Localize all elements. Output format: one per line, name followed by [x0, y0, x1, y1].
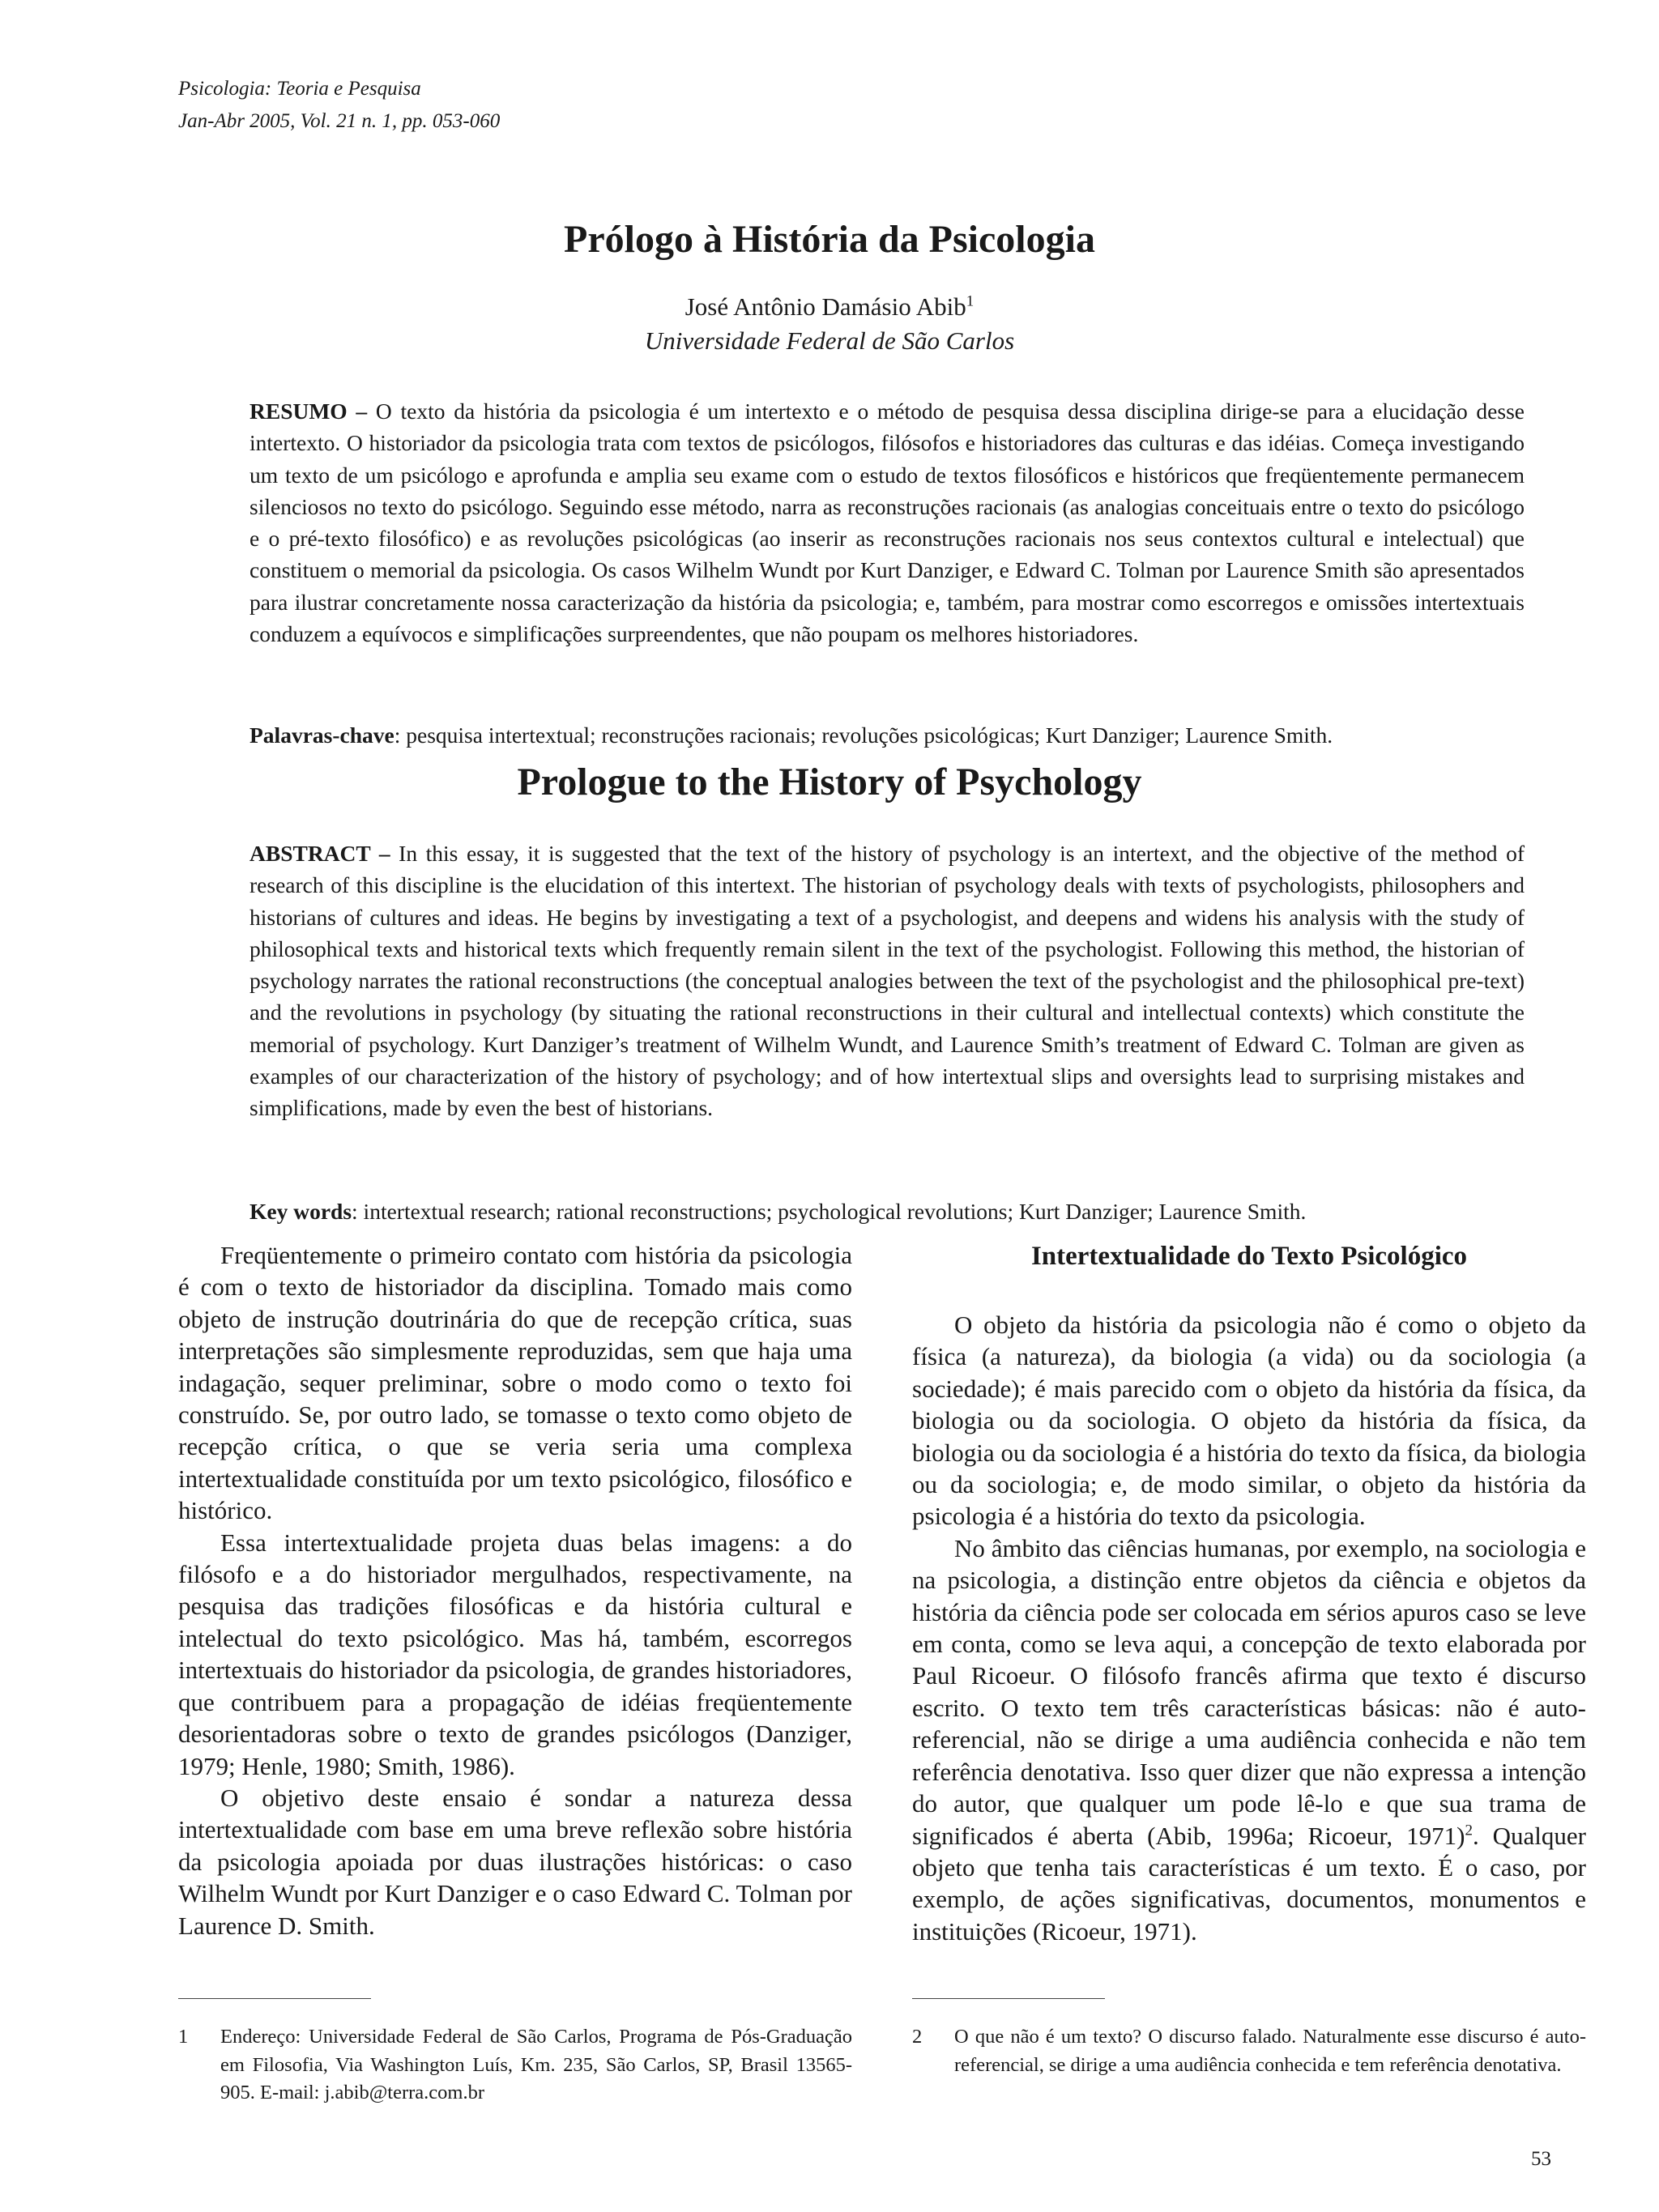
footnote-2 [912, 2023, 1586, 2079]
right-paragraph-2 [912, 1532, 1586, 1947]
key-words [249, 1196, 1546, 1227]
journal-name: Psicologia: Teoria e Pesquisa [178, 78, 421, 100]
author-name: José Antônio Damásio Abib [684, 292, 966, 321]
page-number: 53 [1531, 2148, 1551, 2170]
left-paragraph-2: Essa intertextualidade projeta duas belas imagens: a do filósofo e a do historiador mergulhados, respectivamente, na pesquisa das tradições filosóficas e da história cultural e intelectual do texto psicológico. Mas há, também, escorregos intertextuais do historiador da psicologia, de grandes historiadores, que contribuem para a propagação de idéias freqüentemente desorientadoras sobre o texto de grandes psicólogos (Danziger, 1979; Henle, 1980; Smith, 1986). [178, 1528, 852, 1780]
section-heading: Intertextualidade do Texto Psicológico [1030, 1242, 1468, 1271]
author-affiliation: Universidade Federal de São Carlos [644, 326, 1015, 355]
footnote-rule-right [912, 1998, 1105, 1999]
journal-header [178, 73, 500, 138]
author-footnote-mark: 1 [966, 292, 975, 310]
footnote-2-number: 2 [912, 2026, 923, 2048]
key-words-label: Key words [249, 1199, 352, 1224]
resumo-text: O texto da história da psicologia é um intertexto e o método de pesquisa dessa disciplina dirige-se para a elucidação desse intertexto. O historiador da psicologia trata com textos de psicólogos, filósofos e historiadores das culturas e das idéias. Começa investigando um texto de um psicólogo e aprofunda e amplia seu exame com o estudo de textos filosóficos e históricos que freqüentemente permanecem silenciosos no texto do psicólogo. Seguindo esse método, narra as reconstruções racionais (as analogias conceituais entre o texto do psicólogo e o pré-texto filosófico) e as revoluções psicológicas (ao inserir as reconstruções racionais nos seus contextos cultural e intelectual) que constituem o memorial da psicologia. Os casos Wilhelm Wundt por Kurt Danziger, e Edward C. Tolman por Laurence Smith são apresentados para ilustrar concretamente nossa caracterização da história da psicologia; e, também, para mostrar como escorregos e omissões intertextuais conduzem a equívocos e simplificações surpreendentes, que não poupam os melhores historiadores. [249, 399, 1525, 647]
author-block [0, 290, 1659, 358]
footnote-2-text: O que não é um texto? O discurso falado. Naturalmente esse discurso é auto-referencial, se dirige a uma audiência conhecida e tem referência denotativa. [954, 2026, 1586, 2076]
right-paragraph-2-a: No âmbito das ciências humanas, por exemplo, na sociologia e na psicologia, a distinção entre objetos da ciência e objetos da história da ciência pode ser colocada em sérios apuros caso se leve em conta, como se leva aqui, a concepção de texto elaborada por Paul Ricoeur. O filósofo francês afirma que texto é discurso escrito. O texto tem três características básicas: não é auto-referencial, não se dirige a uma audiência conhecida e não tem referência denotativa. Isso quer dizer que não expressa a intenção do autor, que qualquer um pode lê-lo e que sua trama de significados é aberta (Abib, 1996a; Ricoeur, 1971) [912, 1533, 1586, 1850]
palavras-chave [249, 719, 1546, 751]
footnote-1 [178, 2023, 852, 2108]
left-paragraph-3: O objetivo deste ensaio é sondar a natureza dessa intertextualidade com base em uma breve reflexão sobre história da psicologia apoiada por duas ilustrações históricas: o caso Wilhelm Wundt por Kurt Danziger e o caso Edward C. Tolman por Laurence D. Smith. [178, 1783, 852, 1940]
left-paragraph-1: Freqüentemente o primeiro contato com história da psicologia é com o texto de historiador da disciplina. Tomado mais como objeto de instrução doutrinária do que de recepção crítica, suas interpretações são simplesmente reproduzidas, sem que haja uma indagação, sequer preliminar, sobre o modo como o texto foi construído. Se, por outro lado, se tomasse o texto como objeto de recepção crítica, o que se veria seria uma complexa intertextualidade constituída por um texto psicológico, filosófico e histórico. [178, 1241, 852, 1525]
palavras-chave-label: Palavras-chave [249, 722, 394, 748]
right-paragraph-2-b: . Qualquer objeto que tenha tais características é um texto. É o caso, por exemplo, de ações significativas, documentos, monumentos e instituições (Ricoeur, 1971). [912, 1821, 1586, 1946]
resumo-label: RESUMO – [249, 399, 368, 424]
journal-issue: Jan-Abr 2005, Vol. 21 n. 1, pp. 053-060 [178, 110, 501, 132]
palavras-chave-text: : pesquisa intertextual; reconstruções racionais; revoluções psicológicas; Kurt Danziger; Laurence Smith. [394, 722, 1333, 748]
key-words-text: : intertextual research; rational reconstructions; psychological revolutions; Kurt Danziger; Laurence Smith. [352, 1199, 1307, 1224]
footnote-1-number: 1 [178, 2026, 189, 2048]
abstract-text: In this essay, it is suggested that the text of the history of psychology is an intertext, and the objective of the method of research of this discipline is the elucidation of this intertext. The historian of psychology deals with texts of psychologists, philosophers and historians of cultures and ideas. He begins by investigating a text of a psychologist, and deepens and widens his analysis with the study of philosophical texts and historical texts which frequently remain silent in the text of the psychologist. Following this method, the historian of psychology narrates the rational reconstructions (the conceptual analogies between the text of the psychologist and the philosophical pre-text) and the revolutions in psychology (by situating the rational reconstructions in their cultural and intellectual contexts) which constitute the memorial of psychology. Kurt Danziger’s treatment of Wilhelm Wundt, and Laurence Smith’s treatment of Edward C. Tolman are given as examples of our characterization of the history of psychology; and of how intertextual slips and oversights lead to surprising mistakes and simplifications, made by even the best of historians. [249, 841, 1525, 1121]
left-column [178, 1239, 852, 1941]
title-portuguese: Prólogo à História da Psicologia [564, 218, 1095, 261]
footnote-rule-left [178, 1998, 371, 1999]
resumo [249, 395, 1525, 650]
footnote-mark-2: 2 [1465, 1822, 1473, 1839]
abstract [249, 837, 1525, 1124]
right-paragraph-1: O objeto da história da psicologia não é como o objeto da física (a natureza), da biologia (a vida) ou da sociologia (a sociedade); é mais parecido com o objeto da história da física, da biologia ou da sociologia. O objeto da história da física, da biologia ou da sociologia é a história do texto da física, da biologia ou da sociologia; e, de modo similar, o objeto da história da psicologia é a história do texto da psicologia. [912, 1311, 1586, 1531]
title-english: Prologue to the History of Psychology [517, 761, 1142, 803]
abstract-label: ABSTRACT – [249, 841, 390, 866]
footnote-1-text: Endereço: Universidade Federal de São Carlos, Programa de Pós-Graduação em Filosofia, Via Washington Luís, Km. 235, São Carlos, SP, Brasil 13565-905. E-mail: j.abib@terra.com.br [220, 2026, 852, 2103]
right-column [912, 1239, 1586, 1947]
